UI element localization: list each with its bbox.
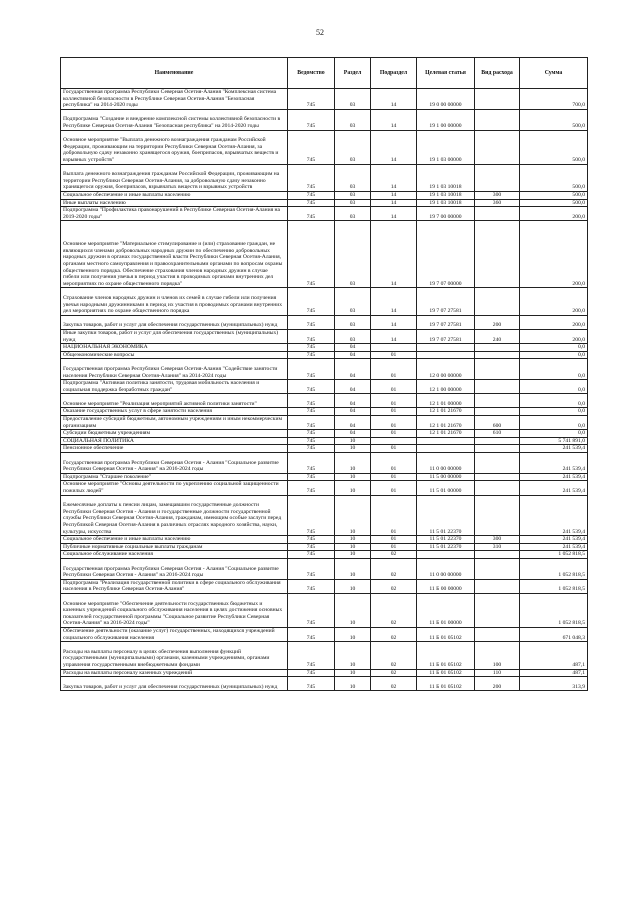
row-section: 03 bbox=[335, 89, 371, 110]
row-name: Социальное обеспечение и иные выплаты населению bbox=[61, 191, 288, 199]
row-department: 745 bbox=[288, 199, 335, 207]
row-expense-type bbox=[475, 445, 520, 453]
row-amount: 487,1 bbox=[520, 642, 588, 669]
row-name: НАЦИОНАЛЬНАЯ ЭКОНОМИКА bbox=[61, 344, 288, 352]
row-subsection: 01 bbox=[371, 380, 417, 394]
table-row bbox=[61, 164, 588, 191]
row-name: Предоставление субсидий бюджетным, автономным учреждениям и иным некоммерческим организациям bbox=[61, 416, 288, 430]
row-department: 745 bbox=[288, 551, 335, 559]
table-body bbox=[61, 89, 588, 691]
budget-table bbox=[60, 57, 588, 691]
row-subsection bbox=[371, 344, 417, 352]
table-row bbox=[61, 351, 588, 359]
row-name: Подпрограмма "Создание и внедрение комплексной системы коллективной безопасности в Республике Северная Осетия-Алания "Безопасная республика" на 2014-2020 годы bbox=[61, 109, 288, 130]
row-section: 10 bbox=[335, 593, 371, 627]
row-department: 745 bbox=[288, 329, 335, 343]
table-row bbox=[61, 593, 588, 627]
row-expense-type bbox=[475, 559, 520, 580]
row-subsection: 14 bbox=[371, 207, 417, 221]
row-subsection: 01 bbox=[371, 495, 417, 536]
row-section: 04 bbox=[335, 344, 371, 352]
row-expense-type bbox=[475, 288, 520, 315]
row-target-article: 11 Б 01 05102 bbox=[417, 627, 475, 641]
row-amount: 0,0 bbox=[520, 380, 588, 394]
table-row bbox=[61, 394, 588, 408]
row-subsection: 14 bbox=[371, 315, 417, 329]
row-expense-type bbox=[475, 89, 520, 110]
row-subsection: 14 bbox=[371, 164, 417, 191]
row-amount: 487,1 bbox=[520, 669, 588, 677]
row-amount: 241 539,4 bbox=[520, 473, 588, 481]
row-department: 745 bbox=[288, 445, 335, 453]
row-name: Оказание государственных услуг в сфере занятости населения bbox=[61, 408, 288, 416]
row-section: 10 bbox=[335, 551, 371, 559]
row-subsection: 01 bbox=[371, 394, 417, 408]
row-amount: 241 539,4 bbox=[520, 543, 588, 551]
table-row bbox=[61, 191, 588, 199]
row-expense-type bbox=[475, 473, 520, 481]
row-target-article: 11 5 01 22370 bbox=[417, 543, 475, 551]
row-subsection: 02 bbox=[371, 579, 417, 593]
row-amount: 500,0 bbox=[520, 130, 588, 164]
row-section: 10 bbox=[335, 481, 371, 495]
row-subsection: 14 bbox=[371, 221, 417, 288]
table-row bbox=[61, 559, 588, 580]
row-amount: 241 539,4 bbox=[520, 445, 588, 453]
row-name: Иные закупки товаров, работ и услуг для обеспечения государственных (муниципальных) нужд bbox=[61, 329, 288, 343]
row-expense-type bbox=[475, 551, 520, 559]
table-row bbox=[61, 677, 588, 691]
row-section: 04 bbox=[335, 359, 371, 380]
row-section: 03 bbox=[335, 288, 371, 315]
row-amount: 200,0 bbox=[520, 221, 588, 288]
table-row bbox=[61, 445, 588, 453]
row-amount: 241 539,4 bbox=[520, 495, 588, 536]
row-department: 745 bbox=[288, 288, 335, 315]
row-target-article: 11 Б 00 00000 bbox=[417, 579, 475, 593]
row-department: 745 bbox=[288, 559, 335, 580]
row-amount: 1 052 818,5 bbox=[520, 559, 588, 580]
row-section: 03 bbox=[335, 207, 371, 221]
row-amount: 5 741 891,0 bbox=[520, 437, 588, 445]
row-department: 745 bbox=[288, 408, 335, 416]
row-amount: 1 052 818,5 bbox=[520, 551, 588, 559]
row-department: 745 bbox=[288, 221, 335, 288]
row-section: 03 bbox=[335, 164, 371, 191]
row-target-article: 12 1 01 21670 bbox=[417, 430, 475, 438]
row-target-article: 19 7 07 00000 bbox=[417, 221, 475, 288]
row-name: Социальное обслуживание населения bbox=[61, 551, 288, 559]
table-row bbox=[61, 329, 588, 343]
row-target-article bbox=[417, 437, 475, 445]
row-amount: 241 539,4 bbox=[520, 453, 588, 474]
row-amount: 200,0 bbox=[520, 207, 588, 221]
row-department: 745 bbox=[288, 543, 335, 551]
header-department: Ведомство bbox=[288, 58, 335, 89]
table-header-row bbox=[61, 58, 588, 89]
row-department: 745 bbox=[288, 473, 335, 481]
table-row bbox=[61, 199, 588, 207]
table-row bbox=[61, 430, 588, 438]
row-expense-type bbox=[475, 380, 520, 394]
row-target-article bbox=[417, 445, 475, 453]
row-department: 745 bbox=[288, 627, 335, 641]
row-expense-type: 300 bbox=[475, 536, 520, 544]
row-target-article: 11 Б 01 05102 bbox=[417, 642, 475, 669]
row-target-article: 19 7 07 27581 bbox=[417, 329, 475, 343]
row-department: 745 bbox=[288, 536, 335, 544]
row-target-article: 12 1 00 00000 bbox=[417, 380, 475, 394]
row-name: Пенсионное обеспечение bbox=[61, 445, 288, 453]
row-name: Субсидии бюджетным учреждениям bbox=[61, 430, 288, 438]
row-name: Обеспечение деятельности (оказание услуг) государственных, находящихся учреждений социального обслуживания населения bbox=[61, 627, 288, 641]
row-target-article: 12 1 01 21670 bbox=[417, 416, 475, 430]
row-name: Государственная программа Республики Северная Осетия-Алания "Содействие занятости населения Республики Северная Осетия-Алания" на 2014-2024 годы bbox=[61, 359, 288, 380]
table-row bbox=[61, 536, 588, 544]
row-section: 10 bbox=[335, 536, 371, 544]
table-row bbox=[61, 495, 588, 536]
row-subsection: 14 bbox=[371, 191, 417, 199]
row-section: 04 bbox=[335, 408, 371, 416]
row-department: 745 bbox=[288, 359, 335, 380]
row-section: 03 bbox=[335, 191, 371, 199]
row-amount: 0,0 bbox=[520, 408, 588, 416]
row-expense-type bbox=[475, 359, 520, 380]
row-amount: 313,9 bbox=[520, 677, 588, 691]
row-name: Закупка товаров, работ и услуг для обеспечения государственных (муниципальных) нужд bbox=[61, 677, 288, 691]
row-target-article: 19 0 00 00000 bbox=[417, 89, 475, 110]
row-target-article: 19 1 03 00000 bbox=[417, 130, 475, 164]
row-expense-type bbox=[475, 481, 520, 495]
table-row bbox=[61, 380, 588, 394]
row-section: 10 bbox=[335, 445, 371, 453]
row-target-article: 11 Б 01 05102 bbox=[417, 669, 475, 677]
row-target-article: 19 7 07 27581 bbox=[417, 288, 475, 315]
row-subsection: 01 bbox=[371, 453, 417, 474]
row-amount: 500,0 bbox=[520, 191, 588, 199]
table-row bbox=[61, 109, 588, 130]
row-expense-type bbox=[475, 394, 520, 408]
row-subsection: 14 bbox=[371, 329, 417, 343]
row-expense-type bbox=[475, 109, 520, 130]
row-name: Основное мероприятие "Выплата денежного вознаграждения гражданам Российской Федерации, проживающим на территории Республики Северная Осетия-Алания, за добровольную сдачу незаконно хранящегося оружия, боеприпасов, взрывчатых веществ и взрывных устройств" bbox=[61, 130, 288, 164]
row-amount: 200,0 bbox=[520, 315, 588, 329]
row-department: 745 bbox=[288, 642, 335, 669]
row-name: Закупка товаров, работ и услуг для обеспечения государственных (муниципальных) нужд bbox=[61, 315, 288, 329]
row-section: 10 bbox=[335, 437, 371, 445]
row-subsection: 02 bbox=[371, 559, 417, 580]
row-subsection: 01 bbox=[371, 351, 417, 359]
row-expense-type bbox=[475, 437, 520, 445]
row-name: Основное мероприятие "Обеспечение деятельности государственных бюджетных и казенных учреждений социального обслуживания населения в целях достижения основных показателей государственной программы "Социальное развитие Республики Северная Осетия-Алания" на 2016-2024 годы" bbox=[61, 593, 288, 627]
row-section: 03 bbox=[335, 199, 371, 207]
row-amount: 1 052 818,5 bbox=[520, 593, 588, 627]
row-section: 03 bbox=[335, 221, 371, 288]
table-row bbox=[61, 627, 588, 641]
header-target-article: Целевая статья bbox=[417, 58, 475, 89]
row-expense-type: 100 bbox=[475, 642, 520, 669]
row-department: 745 bbox=[288, 437, 335, 445]
row-amount: 500,0 bbox=[520, 109, 588, 130]
row-target-article: 19 1 03 10018 bbox=[417, 199, 475, 207]
header-name: Наименование bbox=[61, 58, 288, 89]
row-section: 04 bbox=[335, 416, 371, 430]
row-subsection bbox=[371, 437, 417, 445]
row-name: Подпрограмма "Реализация государственной политики в сфере социального обслуживания населения в Республике Северная Осетия-Алания" bbox=[61, 579, 288, 593]
row-subsection: 14 bbox=[371, 109, 417, 130]
row-amount: 700,0 bbox=[520, 89, 588, 110]
row-target-article: 19 7 07 27581 bbox=[417, 315, 475, 329]
row-target-article: 11 0 00 00000 bbox=[417, 453, 475, 474]
row-section: 03 bbox=[335, 329, 371, 343]
row-expense-type bbox=[475, 495, 520, 536]
row-section: 10 bbox=[335, 559, 371, 580]
row-target-article bbox=[417, 551, 475, 559]
row-subsection: 01 bbox=[371, 408, 417, 416]
row-amount: 500,0 bbox=[520, 164, 588, 191]
header-expense-type: Вид расхода bbox=[475, 58, 520, 89]
table-row bbox=[61, 642, 588, 669]
row-expense-type: 310 bbox=[475, 543, 520, 551]
table-row bbox=[61, 543, 588, 551]
row-amount: 200,0 bbox=[520, 288, 588, 315]
row-subsection: 14 bbox=[371, 288, 417, 315]
row-department: 745 bbox=[288, 315, 335, 329]
row-department: 745 bbox=[288, 481, 335, 495]
row-target-article: 11 Б 01 05102 bbox=[417, 677, 475, 691]
row-amount: 1 052 818,5 bbox=[520, 579, 588, 593]
row-section: 10 bbox=[335, 627, 371, 641]
row-expense-type: 200 bbox=[475, 677, 520, 691]
row-section: 10 bbox=[335, 642, 371, 669]
table-row bbox=[61, 453, 588, 474]
row-expense-type bbox=[475, 593, 520, 627]
row-department: 745 bbox=[288, 593, 335, 627]
row-name: Подпрограмма "Профилактика правонарушений в Республике Северная Осетия-Алания на 2019-2020 годы" bbox=[61, 207, 288, 221]
row-department: 745 bbox=[288, 677, 335, 691]
row-amount: 0,0 bbox=[520, 430, 588, 438]
row-section: 03 bbox=[335, 109, 371, 130]
row-name: Расходы на выплаты персоналу казенных учреждений bbox=[61, 669, 288, 677]
row-subsection: 14 bbox=[371, 130, 417, 164]
header-section: Раздел bbox=[335, 58, 371, 89]
row-name: Государственная программа Республики Северная Осетия - Алания "Социальное развитие Республики Северная Осетия - Алания" на 2016-2024 годы bbox=[61, 559, 288, 580]
table-row bbox=[61, 437, 588, 445]
row-expense-type: 110 bbox=[475, 669, 520, 677]
row-name: Основное мероприятие "Материальное стимулирование и (или) страхование граждан, не являющихся членами добровольных народных дружин по обеспечению добровольных народных дружин в органах государственной власти Республики Северная Осетия-Алания, органами местного самоуправления и правоохранительными органами по вопросам охраны общественного порядка. Обеспечение страхования членов народных дружин в случае гибели или получения увечья в период участия в проводимых органами внутренних дел мероприятиях по охране общественного порядка" bbox=[61, 221, 288, 288]
row-name: Основное мероприятие "Основы деятельности по укреплению социальной защищенности пожилых людей" bbox=[61, 481, 288, 495]
row-expense-type bbox=[475, 351, 520, 359]
row-department: 745 bbox=[288, 164, 335, 191]
row-name: Расходы на выплаты персоналу в целях обеспечения выполнения функций государственными (муниципальными) органами, казенными учреждениями, органами управления государственными внебюджетными фондами bbox=[61, 642, 288, 669]
row-target-article: 12 1 01 00000 bbox=[417, 394, 475, 408]
row-section: 10 bbox=[335, 453, 371, 474]
row-section: 10 bbox=[335, 495, 371, 536]
table-row bbox=[61, 221, 588, 288]
row-expense-type: 600 bbox=[475, 416, 520, 430]
table-row bbox=[61, 481, 588, 495]
row-amount: 0,0 bbox=[520, 359, 588, 380]
table-row bbox=[61, 579, 588, 593]
row-name: Выплата денежного вознаграждения гражданам Российской Федерации, проживающим на территории Республики Северная Осетия-Алания, за добровольную сдачу незаконно хранящегося оружия, боеприпасов, взрывчатых веществ и взрывных устройств bbox=[61, 164, 288, 191]
row-department: 745 bbox=[288, 579, 335, 593]
header-subsection: Подраздел bbox=[371, 58, 417, 89]
row-target-article: 11 5 01 22370 bbox=[417, 495, 475, 536]
row-target-article: 11 5 01 00000 bbox=[417, 481, 475, 495]
row-department: 745 bbox=[288, 394, 335, 408]
row-section: 10 bbox=[335, 579, 371, 593]
row-department: 745 bbox=[288, 430, 335, 438]
row-expense-type bbox=[475, 164, 520, 191]
row-section: 04 bbox=[335, 394, 371, 408]
row-subsection: 01 bbox=[371, 536, 417, 544]
row-department: 745 bbox=[288, 495, 335, 536]
row-target-article: 19 1 03 10018 bbox=[417, 191, 475, 199]
row-name: Иные выплаты населению bbox=[61, 199, 288, 207]
row-section: 04 bbox=[335, 351, 371, 359]
row-subsection: 01 bbox=[371, 473, 417, 481]
row-expense-type bbox=[475, 130, 520, 164]
row-name: Публичные нормативные социальные выплаты гражданам bbox=[61, 543, 288, 551]
row-expense-type: 240 bbox=[475, 329, 520, 343]
row-section: 10 bbox=[335, 677, 371, 691]
row-department: 745 bbox=[288, 380, 335, 394]
row-amount: 0,0 bbox=[520, 351, 588, 359]
row-section: 03 bbox=[335, 130, 371, 164]
row-subsection: 02 bbox=[371, 677, 417, 691]
row-subsection: 01 bbox=[371, 430, 417, 438]
row-subsection: 01 bbox=[371, 416, 417, 430]
row-target-article bbox=[417, 351, 475, 359]
row-amount: 241 539,4 bbox=[520, 536, 588, 544]
row-target-article: 19 7 00 00000 bbox=[417, 207, 475, 221]
row-target-article: 11 5 00 00000 bbox=[417, 473, 475, 481]
row-subsection: 02 bbox=[371, 593, 417, 627]
row-amount: 0,0 bbox=[520, 416, 588, 430]
row-section: 10 bbox=[335, 543, 371, 551]
row-expense-type bbox=[475, 627, 520, 641]
row-amount: 500,0 bbox=[520, 199, 588, 207]
table-row bbox=[61, 344, 588, 352]
row-name: Социальное обеспечение и иные выплаты населению bbox=[61, 536, 288, 544]
row-name: Государственная программа Республики Северная Осетия-Алания "Комплексная система коллективной безопасности в Республике Северная Осетия-Алания "Безопасная республика" на 2014-2020 годы bbox=[61, 89, 288, 110]
row-name: Ежемесячные доплаты к пенсии лицам, замещавшим государственные должности Республики Северная Осетия - Алания и государственные должности государственной службы Республики Северная Осетия-Алания, гражданам, имеющим особые заслуги перед Республикой Северная Осетия-Алания в различных отраслях народного хозяйства, науки, культуры, искусства bbox=[61, 495, 288, 536]
row-section: 04 bbox=[335, 380, 371, 394]
row-expense-type bbox=[475, 579, 520, 593]
row-subsection: 02 bbox=[371, 627, 417, 641]
row-subsection: 01 bbox=[371, 543, 417, 551]
header-amount: Сумма bbox=[520, 58, 588, 89]
table-row bbox=[61, 551, 588, 559]
row-department: 745 bbox=[288, 344, 335, 352]
table-row bbox=[61, 207, 588, 221]
row-amount: 200,0 bbox=[520, 329, 588, 343]
row-expense-type: 300 bbox=[475, 191, 520, 199]
row-target-article: 11 5 01 22370 bbox=[417, 536, 475, 544]
row-expense-type bbox=[475, 221, 520, 288]
row-target-article: 12 0 00 00000 bbox=[417, 359, 475, 380]
row-section: 10 bbox=[335, 669, 371, 677]
row-amount: 0,0 bbox=[520, 394, 588, 408]
row-amount: 241 539,4 bbox=[520, 481, 588, 495]
table-row bbox=[61, 416, 588, 430]
page-number: 52 bbox=[316, 28, 324, 37]
row-department: 745 bbox=[288, 191, 335, 199]
row-target-article: 19 1 00 00000 bbox=[417, 109, 475, 130]
row-name: Государственная программа Республики Северная Осетия - Алания "Социальное развитие Республики Северная Осетия - Алания" на 2016-2024 годы bbox=[61, 453, 288, 474]
row-amount: 0,0 bbox=[520, 344, 588, 352]
row-subsection: 02 bbox=[371, 642, 417, 669]
row-expense-type: 610 bbox=[475, 430, 520, 438]
row-target-article: 12 1 01 21670 bbox=[417, 408, 475, 416]
row-subsection: 14 bbox=[371, 89, 417, 110]
row-department: 745 bbox=[288, 130, 335, 164]
table-row bbox=[61, 408, 588, 416]
table-row bbox=[61, 130, 588, 164]
row-section: 04 bbox=[335, 430, 371, 438]
row-expense-type: 360 bbox=[475, 199, 520, 207]
table-row bbox=[61, 89, 588, 110]
row-name: СОЦИАЛЬНАЯ ПОЛИТИКА bbox=[61, 437, 288, 445]
row-department: 745 bbox=[288, 416, 335, 430]
row-expense-type bbox=[475, 344, 520, 352]
row-target-article: 19 1 03 10018 bbox=[417, 164, 475, 191]
row-section: 10 bbox=[335, 473, 371, 481]
row-department: 745 bbox=[288, 207, 335, 221]
row-expense-type bbox=[475, 408, 520, 416]
row-department: 745 bbox=[288, 351, 335, 359]
table-row bbox=[61, 288, 588, 315]
table-row bbox=[61, 359, 588, 380]
row-name: Подпрограмма "Старшее поколение" bbox=[61, 473, 288, 481]
row-department: 745 bbox=[288, 669, 335, 677]
row-name: Страхование членов народных дружин и членов их семей в случае гибели или получения увечья народными дружинниками в период их участия в проводимых органами внутренних дел мероприятиях по охране общественного порядка bbox=[61, 288, 288, 315]
row-expense-type bbox=[475, 207, 520, 221]
row-name: Основное мероприятие "Реализация мероприятий активной политики занятости" bbox=[61, 394, 288, 408]
table-row bbox=[61, 473, 588, 481]
row-subsection: 01 bbox=[371, 445, 417, 453]
row-name: Подпрограмма "Активная политика занятости, трудовая мобильность населения и социальная поддержка безработных граждан" bbox=[61, 380, 288, 394]
table-row bbox=[61, 669, 588, 677]
row-subsection: 01 bbox=[371, 481, 417, 495]
row-department: 745 bbox=[288, 109, 335, 130]
row-amount: 671 048,3 bbox=[520, 627, 588, 641]
row-department: 745 bbox=[288, 89, 335, 110]
row-subsection: 14 bbox=[371, 199, 417, 207]
row-expense-type bbox=[475, 453, 520, 474]
row-target-article: 11 Б 01 00000 bbox=[417, 593, 475, 627]
row-subsection: 01 bbox=[371, 359, 417, 380]
row-target-article bbox=[417, 344, 475, 352]
row-expense-type: 200 bbox=[475, 315, 520, 329]
row-target-article: 11 0 00 00000 bbox=[417, 559, 475, 580]
row-section: 03 bbox=[335, 315, 371, 329]
row-subsection: 02 bbox=[371, 551, 417, 559]
row-name: Общеэкономические вопросы bbox=[61, 351, 288, 359]
row-subsection: 02 bbox=[371, 669, 417, 677]
row-department: 745 bbox=[288, 453, 335, 474]
table-row bbox=[61, 315, 588, 329]
